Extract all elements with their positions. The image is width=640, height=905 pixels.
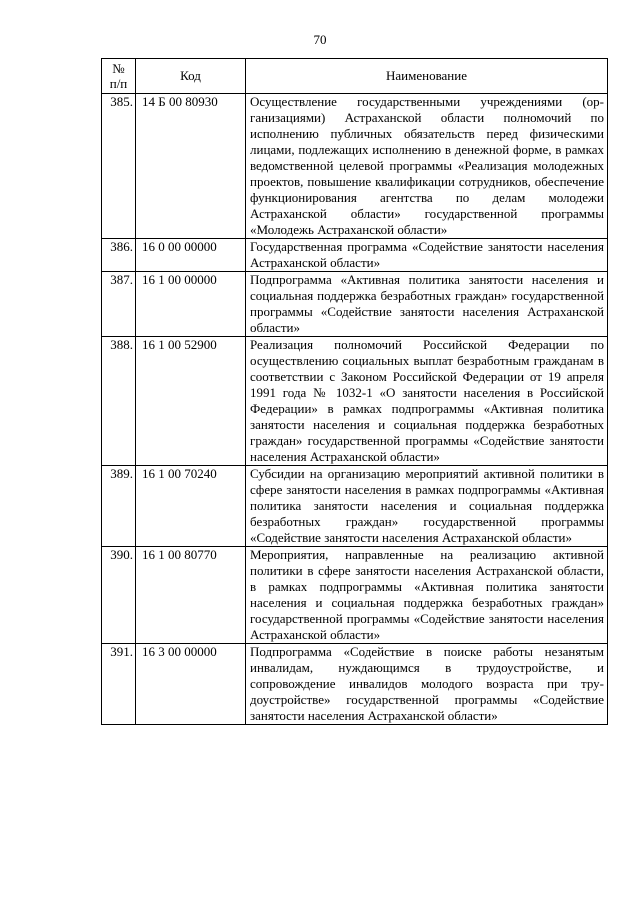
- row-code: 16 1 00 80770: [136, 547, 246, 644]
- row-code: 16 0 00 00000: [136, 239, 246, 272]
- table-row: [102, 239, 608, 272]
- row-number: 386.: [102, 239, 136, 272]
- page-number: 70: [313, 32, 327, 47]
- header-code: Код: [136, 59, 246, 94]
- row-name: Подпрограмма «Активная политика занятости населения и социальная поддержка безработных граждан» государственной программы «Содействие занятости населения Астраханской области»: [246, 272, 608, 337]
- table-row: [102, 272, 608, 337]
- table-row: [102, 337, 608, 466]
- budget-classification-table: [101, 58, 608, 725]
- row-number: 391.: [102, 644, 136, 725]
- table-row: [102, 547, 608, 644]
- row-code: 16 1 00 52900: [136, 337, 246, 466]
- row-name: Государственная программа «Содействие занятости населения Астраханской области»: [246, 239, 608, 272]
- row-number: 387.: [102, 272, 136, 337]
- table-header-row: [102, 59, 608, 94]
- row-code: 14 Б 00 80930: [136, 94, 246, 239]
- row-code: 16 1 00 00000: [136, 272, 246, 337]
- row-code: 16 1 00 70240: [136, 466, 246, 547]
- header-number-abbr: п/п: [109, 76, 128, 91]
- row-name: Субсидии на организацию мероприятий активной политики в сфере занятости населения в рамках подпрограммы «Активная политика занятости населения и социальная поддержка безработных граждан» государственной программы «Содействие занятости населения Астраханской области»: [246, 466, 608, 547]
- row-name: Мероприятия, направленные на реализацию активной политики в сфере занятости населения Астраханской области, в рамках подпрограммы «Активная политика занятости населения и социальная поддержка безработных граждан» государственной программы «Содействие занятости населения Астраханской области»: [246, 547, 608, 644]
- table-row: [102, 466, 608, 547]
- row-number: 389.: [102, 466, 136, 547]
- header-name: Наименование: [246, 59, 608, 94]
- row-number: 390.: [102, 547, 136, 644]
- row-name: Осуществление государственными учреждениями (организациями) Астраханской области полномочий по исполнению публичных обязательств перед физическими лицами, подлежащих исполнению в денежной форме, в рамках ведомственной целевой программы «Реализация молодежных проектов, повышение квалификации сотрудников, обеспечение функционирования агентства по делам молодежи Астраханской области» государственной программы «Молодежь Астраханской области»: [246, 94, 608, 239]
- table-row: [102, 94, 608, 239]
- row-name: Реализация полномочий Российской Федерации по осуществлению социальных выплат безработным гражданам в соответствии с Законом Российской Федерации от 19 апреля 1991 года № 1032-1 «О занятости населения в Российской Федерации» в рамках подпрограммы «Активная политика занятости населения и социальная поддержка безработных граждан» государственной программы «Содействие занятости населения Астраханской области»: [246, 337, 608, 466]
- row-number: 385.: [102, 94, 136, 239]
- row-code: 16 3 00 00000: [136, 644, 246, 725]
- row-name: Подпрограмма «Содействие в поиске работы незанятым инвалидам, нуждающимся в трудоустройстве, и сопровождение инвалидов молодого возраста при трудоустройстве» государственной программы «Содействие занятости населения Астраханской области»: [246, 644, 608, 725]
- header-number: [102, 59, 136, 94]
- table-row: [102, 644, 608, 725]
- header-number-symbol: №: [112, 61, 125, 76]
- row-number: 388.: [102, 337, 136, 466]
